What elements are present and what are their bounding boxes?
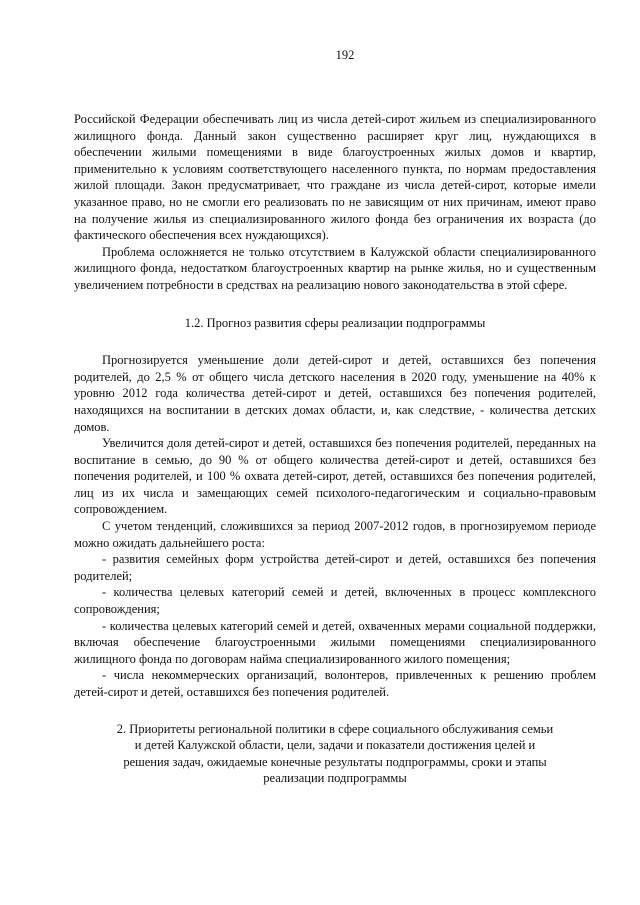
paragraph-forecast: Прогнозируется уменьшение доли детей-сирот и детей, оставшихся без попечения родителей, до 2,5 % от общего числа детского населения в 2020 году, уменьшение на 40% к уровню 2012 года количества детей-сирот и детей, оставшихся без попечения родителей, находящихся на воспитании в детских домах области, и, как следствие, - количества детских домов. bbox=[74, 353, 596, 434]
paragraph-problem: Проблема осложняется не только отсутствием в Калужской области специализированного жилищного фонда, недостатком благоустроенных квартир на рынке жилья, но и существенным увеличением потребности в средствах на реализацию нового законодательства в этой сфере. bbox=[74, 244, 596, 292]
paragraph-increase: Увеличится доля детей-сирот и детей, оставшихся без попечения родителей, переданных на воспитание в семью, до 90 % от общего количества детей-сирот и детей, оставшихся без попечения родителей, и 100 % охвата детей-сирот, детей, оставшихся без попечения родителей, лиц из их числа и замещающих семей психолого-педагогическим и социально-правовым сопровождением. bbox=[74, 436, 596, 517]
list-item: - числа некоммерческих организаций, волонтеров, привлеченных к решению проблем детей-сирот и детей, оставшихся без попечения родителей. bbox=[74, 668, 596, 699]
section-heading-2: 2. Приоритеты региональной политики в сфере социального обслуживания семьи и детей Калужской области, цели, задачи и показатели достижения целей и решения задач, ожидаемые конечные результаты подпрограммы, сроки и этапы реализации подпрограммы bbox=[116, 721, 554, 786]
paragraph-continued: Российской Федерации обеспечивать лиц из числа детей-сирот жильем из специализированного жилищного фонда. Данный закон существенно расширяет круг лиц, нуждающихся в обеспечении жилыми помещениями в виде благоустроенных жилых домов и квартир, применительно к условиям соответствующего населенного пункта, по нормам предоставления жилой площади. Закон предусматривает, что граждане из числа детей-сирот, которые имели указанное право, но не смогли его реализовать по не зависящим от них причинам, имеют право на получение жилья из специализированного жилого фонда без ограничения их возраста (до фактического обеспечения всех нуждающихся). bbox=[74, 112, 596, 243]
list-item: - количества целевых категорий семей и детей, включенных в процесс комплексного сопровождения; bbox=[74, 585, 596, 617]
list-item: - количества целевых категорий семей и детей, охваченных мерами социальной поддержки, включая обеспечение благоустроенными жилыми помещениями специализированного жилищного фонда по договорам найма специализированного жилого помещения; bbox=[74, 618, 596, 666]
section-heading-1-2: 1.2. Прогноз развития сферы реализации подпрограммы bbox=[184, 315, 486, 330]
paragraph-trends: С учетом тенденций, сложившихся за период 2007-2012 годов, в прогнозируемом периоде можно ожидать дальнейшего роста: bbox=[74, 519, 596, 550]
page-number: 192 bbox=[335, 48, 355, 62]
list-item: - развития семейных форм устройства детей-сирот и детей, оставшихся без попечения родителей; bbox=[74, 552, 596, 583]
